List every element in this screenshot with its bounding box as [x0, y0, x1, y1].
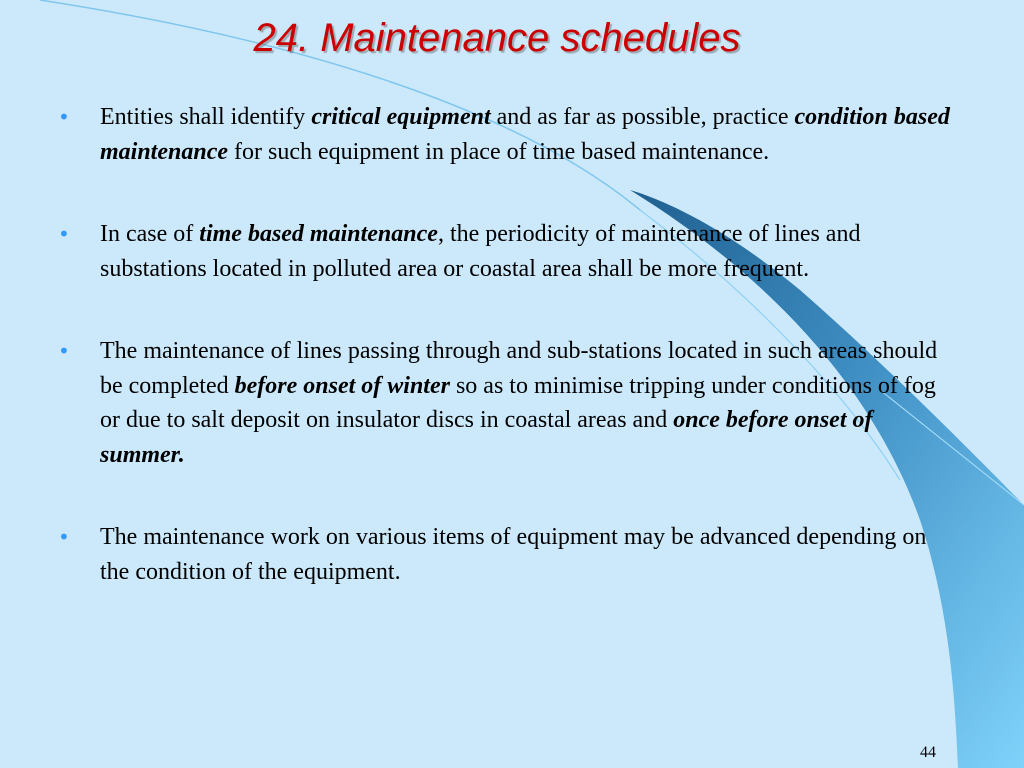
bullet-text: and as far as possible, practice	[490, 104, 795, 130]
bullet-item-advanced-maintenance	[58, 520, 958, 589]
bullet-icon: •	[58, 525, 70, 549]
bullet-text: , the periodicity of maintenance of lines and substations located in polluted area or coastal area shall be more frequent.	[100, 221, 861, 282]
slide-title: 24. Maintenance schedules	[253, 16, 741, 60]
bullet-text: In case of	[100, 221, 200, 247]
bullet-icon: •	[58, 339, 70, 363]
bullet-item-time-based-maintenance	[58, 217, 958, 286]
bullet-text: so as to minimise tripping under conditions of fog or due to salt deposit on insulator discs in coastal areas and	[100, 372, 936, 433]
emphasis-time-based-maintenance: time based maintenance	[199, 221, 438, 247]
page-number: 44	[920, 744, 936, 761]
bullet-text: The maintenance of lines passing through and sub-stations located in such areas should be completed	[100, 338, 938, 399]
bullet-text: The maintenance work on various items of equipment may be advanced depending on the condition of the equipment.	[100, 524, 927, 585]
bullet-text: for such equipment in place of time based maintenance.	[228, 138, 770, 165]
emphasis-once-before-onset-of-summer: once before onset of summer.	[100, 407, 873, 468]
bullet-item-seasonal-maintenance	[58, 334, 958, 472]
bullet-text: Entities shall identify	[100, 104, 312, 130]
bullet-icon: •	[58, 222, 70, 246]
bullet-list	[58, 100, 958, 589]
emphasis-critical-equipment: critical equipment	[311, 104, 491, 130]
emphasis-before-onset-of-winter: before onset of winter	[234, 372, 450, 399]
emphasis-condition-based-maintenance: condition based maintenance	[100, 104, 950, 165]
bullet-item-critical-equipment	[58, 100, 958, 169]
bullet-icon: •	[58, 105, 70, 129]
